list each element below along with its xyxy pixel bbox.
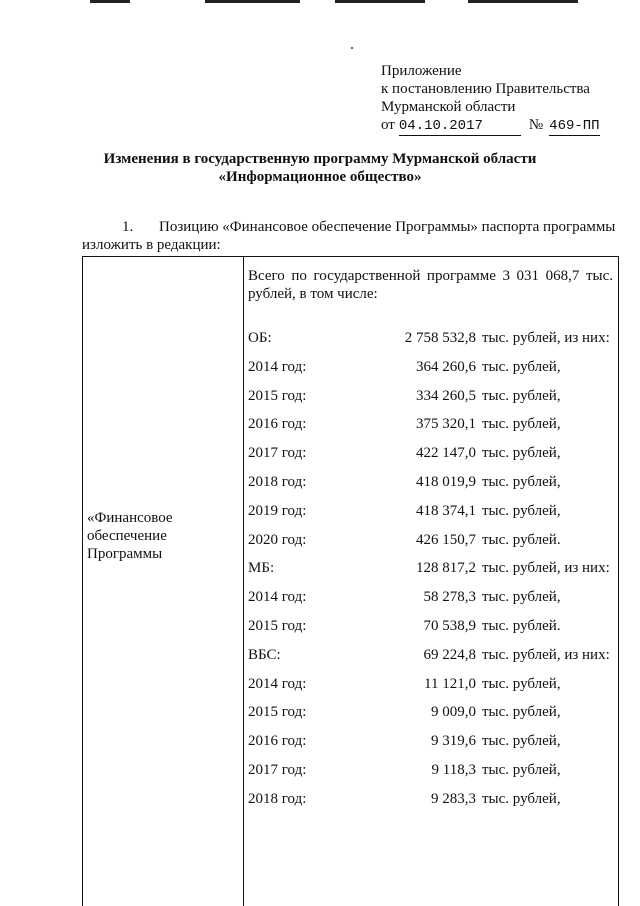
row-amount: 69 224,8 xyxy=(423,646,476,663)
table-row xyxy=(248,498,614,527)
row-unit: тыс. рублей, xyxy=(482,675,561,692)
row-unit: тыс. рублей, xyxy=(482,589,561,606)
table-row xyxy=(248,527,614,556)
row-label: 2015 год: xyxy=(248,387,307,404)
resolution-ref: к постановлению Правительства xyxy=(381,81,590,97)
table-row xyxy=(248,757,614,786)
row-label: 2019 год: xyxy=(248,502,307,519)
financing-rows xyxy=(248,325,614,815)
row-amount: 9 009,0 xyxy=(431,704,476,721)
row-label: 2018 год: xyxy=(248,473,307,490)
row-label: ВБС: xyxy=(248,646,281,663)
row-label: ОБ: xyxy=(248,330,272,346)
row-unit: тыс. рублей. xyxy=(482,531,561,548)
row-amount: 128 817,2 xyxy=(416,560,476,577)
row-amount: 9 118,3 xyxy=(431,761,476,778)
row-amount: 375 320,1 xyxy=(416,416,476,433)
row-amount: 334 260,5 xyxy=(416,387,476,404)
table-row xyxy=(248,642,614,671)
row-label: 2017 год: xyxy=(248,445,307,462)
row-label: 2015 год: xyxy=(248,704,307,721)
row-unit: тыс. рублей, из них: xyxy=(482,560,610,577)
appendix-label: Приложение xyxy=(381,63,462,79)
row-amount: 9 319,6 xyxy=(431,733,476,750)
row-unit: тыс. рублей, xyxy=(482,358,561,375)
number-sign: № xyxy=(528,117,544,133)
row-label: 2020 год: xyxy=(248,531,307,548)
row-unit: тыс. рублей, xyxy=(482,502,561,519)
table-left-cell xyxy=(87,509,237,563)
region-name: Мурманской области xyxy=(381,99,516,115)
title-line-2: «Информационное общество» xyxy=(218,169,422,185)
left-cell-line: Программы xyxy=(87,546,163,562)
resolution-number: 469-ПП xyxy=(549,118,600,134)
row-label: 2018 год: xyxy=(248,790,307,807)
row-unit: тыс. рублей, xyxy=(482,445,561,462)
row-unit: тыс. рублей, xyxy=(482,473,561,490)
row-amount: 9 283,3 xyxy=(431,790,476,807)
table-row xyxy=(248,671,614,700)
scan-edge-mark xyxy=(335,0,425,3)
row-amount: 2 758 532,8 xyxy=(404,330,476,346)
row-unit: тыс. рублей, xyxy=(482,704,561,721)
row-amount: 364 260,6 xyxy=(416,358,476,375)
table-row xyxy=(248,325,614,354)
scan-edge-mark xyxy=(468,0,578,3)
row-unit: тыс. рублей, xyxy=(482,387,561,404)
scan-edge-mark xyxy=(205,0,300,3)
row-amount: 11 121,0 xyxy=(424,675,476,692)
table-row xyxy=(248,613,614,642)
document-title xyxy=(0,150,640,186)
table-row xyxy=(248,555,614,584)
table-intro: Всего по государственной программе 3 031 068,7 тыс. рублей, в том числе: xyxy=(248,268,613,302)
row-unit: тыс. рублей, xyxy=(482,733,561,750)
row-unit: тыс. рублей, xyxy=(482,761,561,778)
table-row xyxy=(248,728,614,757)
date-number-line xyxy=(381,116,600,136)
row-label: 2016 год: xyxy=(248,733,307,750)
paragraph-text: Позицию «Финансовое обеспечение Программы» паспорта программы изложить в редакции: xyxy=(82,219,616,253)
row-unit: тыс. рублей, из них: xyxy=(482,330,610,346)
left-cell-line: обеспечение xyxy=(87,528,167,544)
appendix-header xyxy=(381,62,600,136)
paragraph-number: 1. xyxy=(122,219,134,235)
row-label: 2016 год: xyxy=(248,416,307,433)
table-row xyxy=(248,440,614,469)
table-row xyxy=(248,699,614,728)
row-amount: 418 019,9 xyxy=(416,473,476,490)
resolution-date: 04.10.2017 xyxy=(398,118,483,134)
column-divider xyxy=(243,257,244,906)
table-row xyxy=(248,584,614,613)
financing-table xyxy=(82,256,619,906)
paragraph-1 xyxy=(82,218,617,254)
row-unit: тыс. рублей. xyxy=(482,617,561,634)
scan-speck xyxy=(351,47,353,49)
row-label: 2014 год: xyxy=(248,589,307,606)
title-line-1: Изменения в государственную программу Мурманской области xyxy=(103,151,537,167)
row-label: МБ: xyxy=(248,560,275,577)
row-amount: 70 538,9 xyxy=(423,617,476,634)
row-unit: тыс. рублей, из них: xyxy=(482,646,610,663)
row-label: 2014 год: xyxy=(248,675,307,692)
row-label: 2017 год: xyxy=(248,761,307,778)
table-row xyxy=(248,354,614,383)
table-row xyxy=(248,411,614,440)
row-amount: 58 278,3 xyxy=(423,589,476,606)
row-unit: тыс. рублей, xyxy=(482,416,561,433)
row-label: 2015 год: xyxy=(248,617,307,634)
row-amount: 426 150,7 xyxy=(416,531,476,548)
table-row xyxy=(248,786,614,815)
left-cell-line: «Финансовое xyxy=(87,510,173,526)
date-prefix: от xyxy=(381,117,395,133)
row-amount: 422 147,0 xyxy=(416,445,476,462)
scan-edge-mark xyxy=(90,0,130,3)
row-unit: тыс. рублей, xyxy=(482,790,561,807)
row-label: 2014 год: xyxy=(248,358,307,375)
table-row xyxy=(248,383,614,412)
table-row xyxy=(248,469,614,498)
row-amount: 418 374,1 xyxy=(416,502,476,519)
